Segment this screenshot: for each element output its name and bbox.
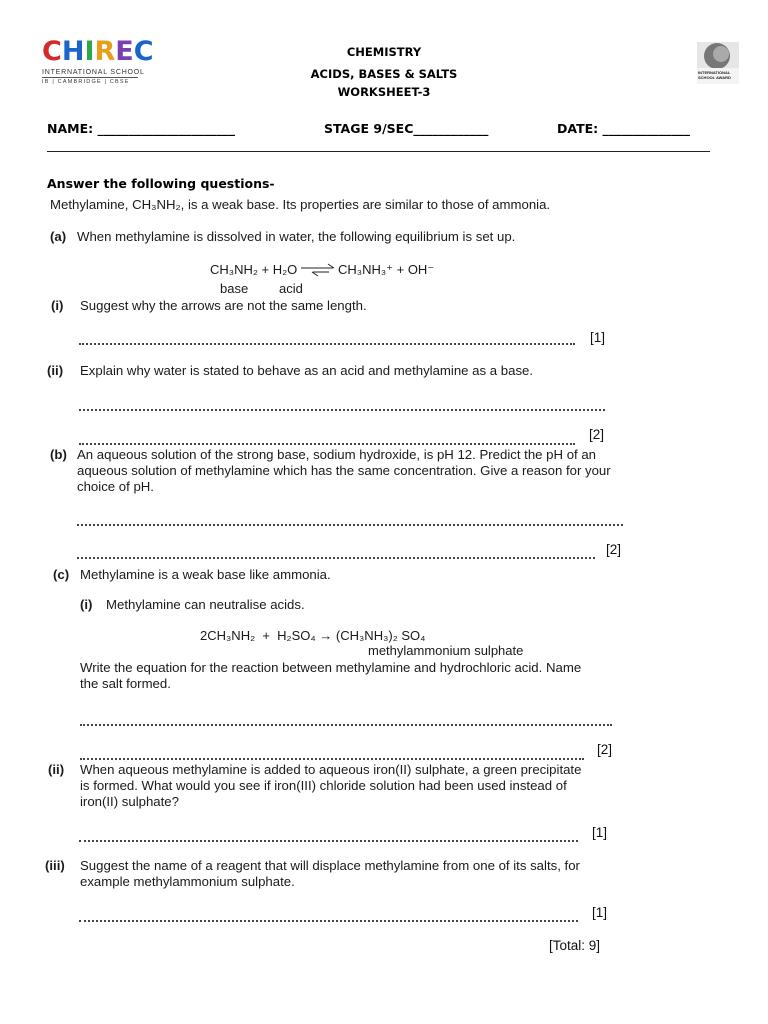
qa-i-answer-line[interactable] [79, 343, 575, 345]
qa-i-mark: [1] [590, 330, 606, 345]
qa-ii-answer-line-2[interactable] [79, 443, 575, 445]
total-marks: [Total: 9] [549, 938, 601, 953]
instructions: Answer the following questions- [47, 176, 275, 191]
logo-line-2: IB | CAMBRIDGE | CBSE [42, 79, 130, 85]
qc-iii-label: (iii) [45, 858, 65, 873]
qa-ii-label: (ii) [47, 363, 64, 378]
qb-answer-line-1[interactable] [77, 524, 623, 526]
qc-iii-text: Suggest the name of a reagent that will displace methylamine from one of its salts, for example methylammonium sulphate. [80, 858, 580, 889]
qb-text: An aqueous solution of the strong base, sodium hydroxide, is pH 12. Predict the pH of an aqueous solution of methylamine which has the same concentration. Give a reason for your choice of pH. [77, 447, 611, 494]
award-badge [697, 42, 739, 84]
qb-label: (b) [50, 447, 67, 462]
qb-answer-line-2[interactable] [77, 557, 595, 559]
stage-field[interactable]: STAGE 9/SEC____________ [324, 121, 489, 136]
qc-i-equation: 2CH₃NH₂ + H₂SO₄ → (CH₃NH₃)₂ SO₄ [200, 628, 426, 643]
qc-ii-label: (ii) [48, 762, 65, 777]
logo-line-1: INTERNATIONAL SCHOOL [42, 69, 145, 76]
qc-i-text: Methylamine can neutralise acids. [106, 597, 305, 612]
qc-label: (c) [53, 567, 70, 582]
topic-title: ACIDS, BASES & SALTS [310, 67, 458, 81]
qc-ii-mark: [1] [592, 825, 608, 840]
qb-mark: [2] [606, 542, 622, 557]
qa-ii-answer-line-1[interactable] [79, 409, 605, 411]
qc-iii-mark: [1] [592, 905, 608, 920]
qc-text: Methylamine is a weak base like ammonia. [80, 567, 331, 582]
header-divider [47, 151, 710, 152]
logo-letter-4: E [115, 36, 134, 67]
qa-text: When methylamine is dissolved in water, the following equilibrium is set up. [77, 229, 516, 244]
logo-letter-5: C [133, 36, 154, 67]
qa-i-text: Suggest why the arrows are not the same length. [80, 298, 367, 313]
qc-i-equation-product: methylammonium sulphate [368, 643, 524, 658]
subject-title: CHEMISTRY [346, 45, 422, 59]
qa-equation-right: CH₃NH₃⁺ + OH⁻ [338, 262, 435, 277]
qa-base-label: base [220, 281, 249, 296]
logo-letter-2: I [84, 36, 95, 67]
qc-i-mark: [2] [597, 742, 613, 757]
logo-letter-3: R [94, 36, 116, 67]
qa-acid-label: acid [279, 281, 303, 296]
qc-i-label: (i) [80, 597, 93, 612]
qa-i-label: (i) [51, 298, 64, 313]
qc-i-text-2: Write the equation for the reaction between methylamine and hydrochloric acid. Name the salt formed. [80, 660, 582, 691]
award-badge-label: INTERNATIONAL SCHOOL AWARD [698, 70, 731, 80]
logo-letter-0: C [42, 36, 62, 67]
date-field[interactable]: DATE: ______________ [557, 121, 690, 136]
qc-i-answer-line-2[interactable] [80, 758, 584, 760]
equilibrium-arrows-icon [299, 263, 337, 277]
worksheet-title: WORKSHEET-3 [337, 85, 431, 99]
qa-ii-mark: [2] [589, 427, 605, 442]
intro-text: Methylamine, CH₃NH₂, is a weak base. Its properties are similar to those of ammonia. [50, 197, 551, 212]
logo-letter-1: H [61, 36, 85, 67]
qc-ii-text: When aqueous methylamine is added to aqueous iron(II) sulphate, a green precipitate is formed. What would you see if iron(III) chloride solution had been used instead of iron(II) sulphate? [80, 762, 582, 809]
qa-equation-left: CH₃NH₂ + H₂O [210, 262, 298, 277]
qc-i-answer-line-1[interactable] [80, 724, 612, 726]
qc-iii-answer-line[interactable] [79, 920, 578, 922]
name-field[interactable]: NAME: ______________________ [47, 121, 235, 136]
qa-label: (a) [50, 229, 67, 244]
qc-ii-answer-line[interactable] [79, 840, 578, 842]
qa-ii-text: Explain why water is stated to behave as an acid and methylamine as a base. [80, 363, 534, 378]
